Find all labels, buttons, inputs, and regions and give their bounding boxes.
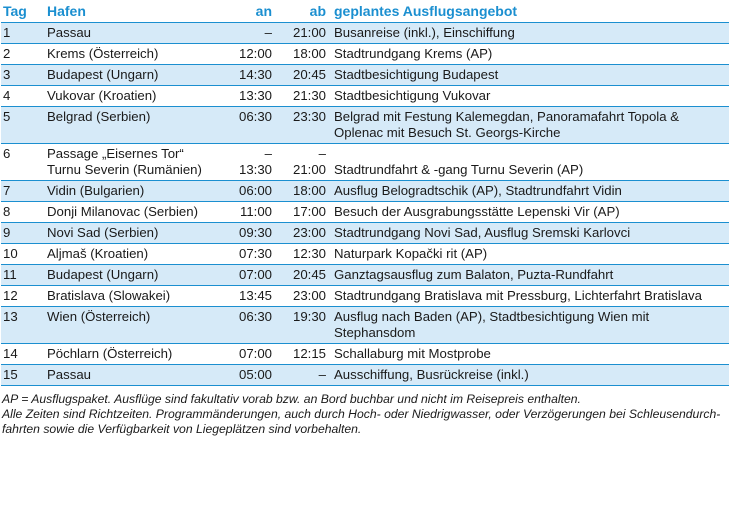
cell-tag: 7 — [1, 181, 45, 202]
cell-tag: 9 — [1, 223, 45, 244]
table-header-row — [1, 0, 729, 23]
table-row — [1, 223, 729, 244]
cell-ausflug: Belgrad mit Festung Kalemegdan, Panoramafahrt Topola & Oplenac mit Besuch St. Georgs-Kirche — [332, 107, 729, 144]
cell-hafen: Novi Sad (Serbien) — [45, 223, 217, 244]
cell-ausflug: Stadtbesichtigung Vukovar — [332, 86, 729, 107]
cell-an: – — [217, 23, 278, 44]
table-row — [1, 107, 729, 144]
cell-an-line2: 13:30 — [238, 162, 272, 177]
cell-ausflug: Ganztagsausflug zum Balaton, Puzta-Rundfahrt — [332, 265, 729, 286]
cell-tag: 13 — [1, 307, 45, 344]
cell-hafen: Bratislava (Slowakei) — [45, 286, 217, 307]
cell-ausflug: Schallaburg mit Mostprobe — [332, 344, 729, 365]
cell-hafen: Wien (Österreich) — [45, 307, 217, 344]
cell-hafen: Belgrad (Serbien) — [45, 107, 217, 144]
cell-tag: 11 — [1, 265, 45, 286]
table-row — [1, 202, 729, 223]
table-row — [1, 23, 729, 44]
cell-ab: 12:30 — [278, 244, 332, 265]
cell-an: 07:00 — [217, 265, 278, 286]
cell-hafen: Aljmaš (Kroatien) — [45, 244, 217, 265]
cell-tag: 14 — [1, 344, 45, 365]
cell-ausflug: Naturpark Kopački rit (AP) — [332, 244, 729, 265]
table-row — [1, 65, 729, 86]
cell-hafen: Vukovar (Kroatien) — [45, 86, 217, 107]
cell-ab: – — [278, 365, 332, 386]
cell-an: 06:30 — [217, 107, 278, 144]
cell-an: 07:30 — [217, 244, 278, 265]
cell-ausflug: Ausschiffung, Busrückreise (inkl.) — [332, 365, 729, 386]
cell-ausflug: Stadtrundgang Bratislava mit Pressburg, Lichterfahrt Bratislava — [332, 286, 729, 307]
cell-ausflug: Ausflug Belogradtschik (AP), Stadtrundfahrt Vidin — [332, 181, 729, 202]
itinerary-table — [1, 0, 729, 386]
cell-an: 11:00 — [217, 202, 278, 223]
cell-ausflug: Ausflug nach Baden (AP), Stadtbesichtigung Wien mit Stephansdom — [332, 307, 729, 344]
cell-hafen: Passau — [45, 365, 217, 386]
cell-ausflug: Stadtbesichtigung Budapest — [332, 65, 729, 86]
cell-an: 06:30 — [217, 307, 278, 344]
cell-an: 09:30 — [217, 223, 278, 244]
cell-ausflug: Busanreise (inkl.), Einschiffung — [332, 23, 729, 44]
cell-ab-line2: 21:00 — [292, 162, 326, 177]
cell-tag: 5 — [1, 107, 45, 144]
cell-an: 07:00 — [217, 344, 278, 365]
cell-hafen: Vidin (Bulgarien) — [45, 181, 217, 202]
cell-ab: 18:00 — [278, 181, 332, 202]
cell-ab: 18:00 — [278, 44, 332, 65]
cell-ausflug — [332, 144, 729, 181]
table-row — [1, 286, 729, 307]
table-row — [1, 344, 729, 365]
table-row — [1, 144, 729, 181]
cell-ausflug-text: Stadtrundfahrt & -gang Turnu Severin (AP) — [334, 162, 584, 177]
cell-ab: 21:00 — [278, 23, 332, 44]
header-hafen: Hafen — [45, 0, 217, 23]
header-ausflug: geplantes Ausflugsangebot — [332, 0, 729, 23]
table-row — [1, 244, 729, 265]
cell-tag: 4 — [1, 86, 45, 107]
cell-an — [217, 144, 278, 181]
cell-hafen: Donji Milanovac (Serbien) — [45, 202, 217, 223]
cell-an: 13:45 — [217, 286, 278, 307]
cell-hafen — [45, 144, 217, 181]
cell-an: 13:30 — [217, 86, 278, 107]
cell-tag: 15 — [1, 365, 45, 386]
cell-hafen: Passau — [45, 23, 217, 44]
cell-an: 06:00 — [217, 181, 278, 202]
cell-hafen: Krems (Österreich) — [45, 44, 217, 65]
cell-an: 05:00 — [217, 365, 278, 386]
footnote-disclaimer: Alle Zeiten sind Richtzeiten. Programmänderungen, auch durch Hoch- oder Niedrigwasser, oder Verzögerungen bei Schleusendurch- fahrten sowie die Verfügbarkeit von Liegeplätzen sind vorbehalten. — [2, 407, 721, 436]
header-tag: Tag — [1, 0, 45, 23]
cell-an: 14:30 — [217, 65, 278, 86]
cell-tag: 3 — [1, 65, 45, 86]
table-row — [1, 365, 729, 386]
cell-ab: 23:30 — [278, 107, 332, 144]
table-row — [1, 181, 729, 202]
cell-ab: 21:30 — [278, 86, 332, 107]
cell-ab: 23:00 — [278, 286, 332, 307]
table-row — [1, 44, 729, 65]
cell-ab-line1: – — [318, 146, 326, 161]
cell-hafen: Budapest (Ungarn) — [45, 265, 217, 286]
header-an: an — [217, 0, 278, 23]
cell-an: 12:00 — [217, 44, 278, 65]
cell-ausflug: Besuch der Ausgrabungsstätte Lepenski Vir (AP) — [332, 202, 729, 223]
cell-ab: 19:30 — [278, 307, 332, 344]
table-row — [1, 265, 729, 286]
cell-tag: 10 — [1, 244, 45, 265]
footnotes — [2, 392, 728, 437]
cell-tag: 8 — [1, 202, 45, 223]
cell-ab: 23:00 — [278, 223, 332, 244]
cell-hafen: Pöchlarn (Österreich) — [45, 344, 217, 365]
cell-hafen-line2: Turnu Severin (Rumänien) — [47, 162, 202, 177]
header-ab: ab — [278, 0, 332, 23]
cell-tag: 1 — [1, 23, 45, 44]
cell-tag: 12 — [1, 286, 45, 307]
cell-an-line1: – — [264, 146, 272, 161]
footnote-ap: AP = Ausflugspaket. Ausflüge sind fakultativ vorab bzw. an Bord buchbar und nicht im Reisepreis enthalten. — [2, 392, 581, 406]
cell-ab — [278, 144, 332, 181]
cell-tag: 6 — [1, 144, 45, 181]
table-row — [1, 307, 729, 344]
cell-ausflug: Stadtrundgang Krems (AP) — [332, 44, 729, 65]
cell-ab: 20:45 — [278, 265, 332, 286]
cell-hafen: Budapest (Ungarn) — [45, 65, 217, 86]
cell-hafen-line1: Passage „Eisernes Tor“ — [47, 146, 184, 161]
cell-ab: 12:15 — [278, 344, 332, 365]
table-row — [1, 86, 729, 107]
cell-tag: 2 — [1, 44, 45, 65]
cell-ab: 17:00 — [278, 202, 332, 223]
cell-ab: 20:45 — [278, 65, 332, 86]
cell-ausflug: Stadtrundgang Novi Sad, Ausflug Sremski Karlovci — [332, 223, 729, 244]
